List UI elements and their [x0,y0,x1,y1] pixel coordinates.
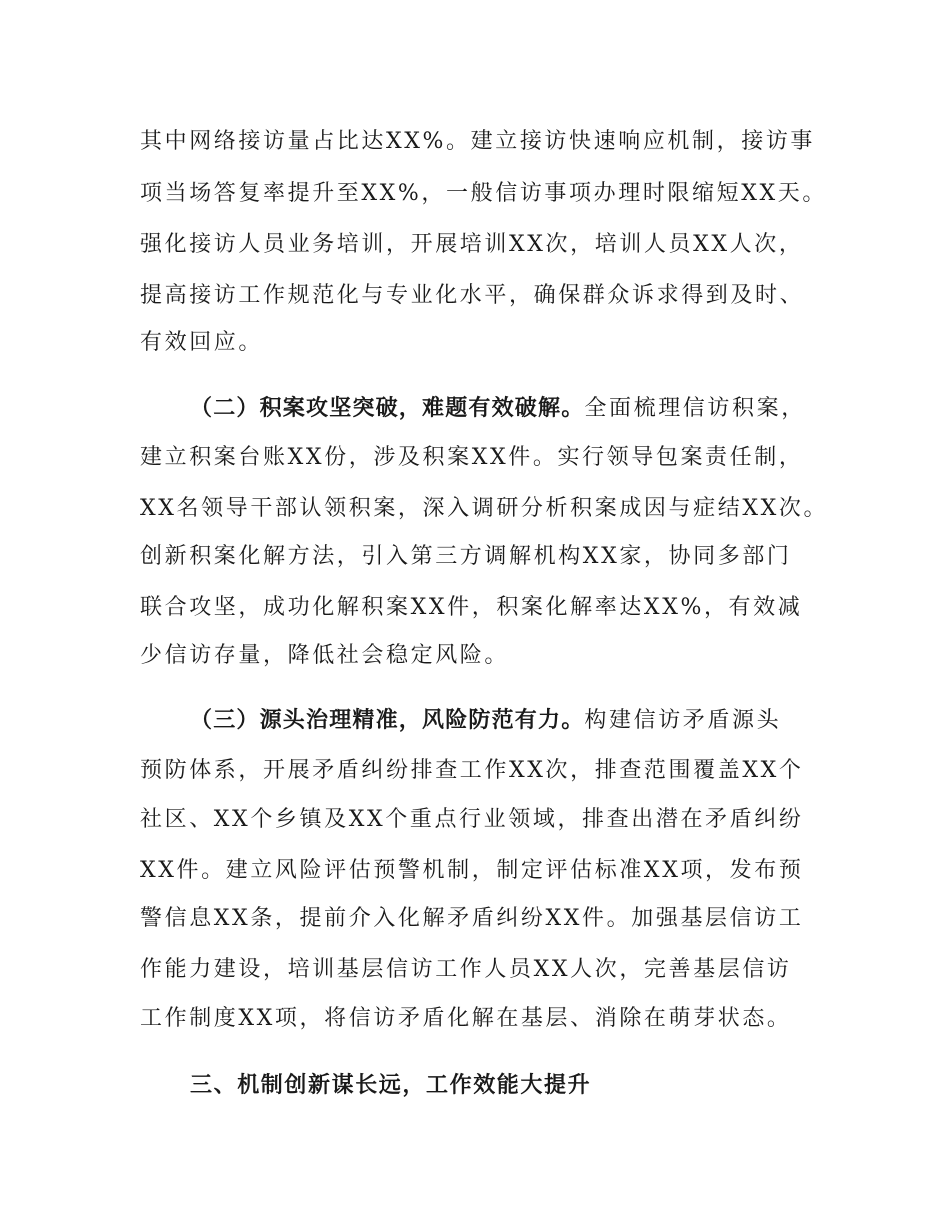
paragraph-1-line-4: 提高接访工作规范化与专业化水平，确保群众诉求得到及时、 [140,283,805,308]
paragraph-2-line-2: 建立积案台账XX份，涉及积案XX件。实行领导包案责任制， [140,445,804,470]
paragraph-2-line-6: 少信访存量，降低社会稳定风险。 [140,643,510,668]
paragraph-2-line-4: 创新积案化解方法，引入第三方调解机构XX家，协同多部门 [140,544,792,569]
paragraph-3-line-2: 预防体系，开展矛盾纠纷排查工作XX次，排查范围覆盖XX个 [140,758,804,783]
paragraph-3-line-6: 作能力建设，培训基层信访工作人员XX人次，完善基层信访 [140,957,792,982]
paragraph-2-line-3: XX名领导干部认领积案，深入调研分析积案成因与症结XX次。 [140,496,829,521]
paragraph-2-heading: （二）积案攻坚突破，难题有效破解。 [190,396,585,421]
paragraph-1-line-3: 强化接访人员业务培训，开展培训XX次，培训人员XX人次， [140,232,804,257]
paragraph-2-line-5: 联合攻坚，成功化解积案XX件，积案化解率达XX%，有效减 [140,595,803,620]
paragraph-1-line-1: 其中网络接访量占比达XX%。建立接访快速响应机制，接访事 [140,129,816,154]
paragraph-1-line-5: 有效回应。 [140,330,264,355]
paragraph-3-line-5: 警信息XX条，提前介入化解矛盾纠纷XX件。加强基层信访工 [140,906,804,931]
paragraph-3-line-4: XX件。建立风险评估预警机制，制定评估标准XX项，发布预 [140,858,804,883]
paragraph-3-first-line [190,706,781,736]
paragraph-3-line-7: 工作制度XX项，将信访矛盾化解在基层、消除在萌芽状态。 [140,1006,792,1031]
paragraph-3-line-3: 社区、XX个乡镇及XX个重点行业领域，排查出潜在矛盾纠纷 [140,807,804,832]
paragraph-2-first-line [190,394,806,424]
paragraph-1-line-2: 项当场答复率提升至XX%，一般信访事项办理时限缩短XX天。 [140,181,827,206]
section-heading: 三、机制创新谋长远，工作效能大提升 [190,1073,592,1098]
paragraph-3-heading: （三）源头治理精准，风险防范有力。 [190,708,585,733]
paragraph-2-first-line-rest: 全面梳理信访积案， [584,396,806,421]
paragraph-3-first-line-rest: 构建信访矛盾源头 [584,708,782,733]
